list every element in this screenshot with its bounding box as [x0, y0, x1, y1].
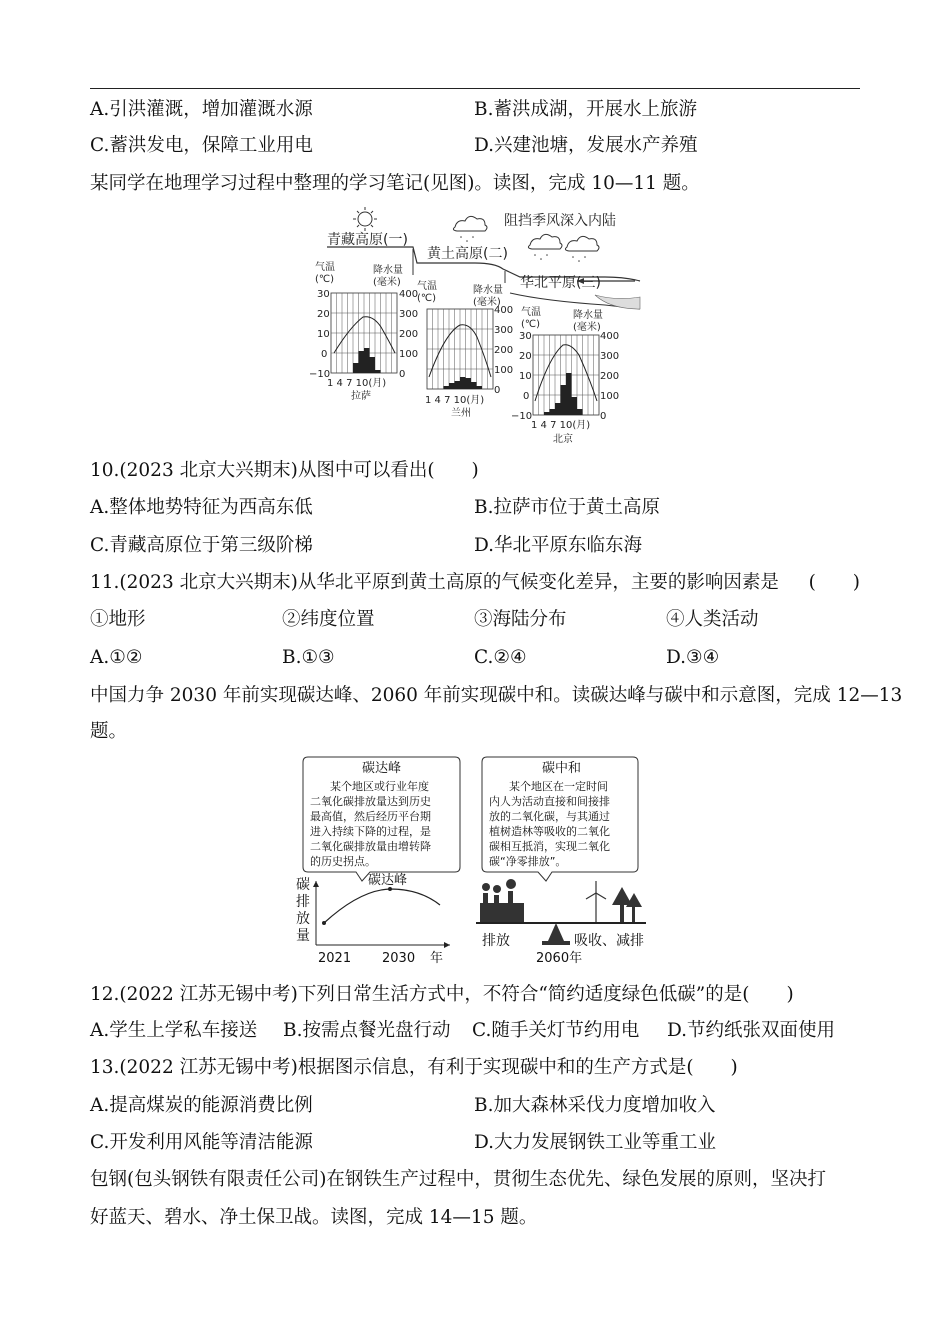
- wind-turbine-icon: [586, 881, 606, 923]
- q11-option-b[interactable]: B.①③: [282, 647, 335, 668]
- intro-q14-15-line2: 好蓝天、碧水、净土保卫战。读图，完成 14—15 题。: [90, 1207, 538, 1228]
- svg-text:2060年: 2060年: [536, 951, 583, 966]
- q9-option-b[interactable]: B.蓄洪成湖，开展水上旅游: [474, 99, 697, 120]
- svg-text:300: 300: [399, 309, 419, 320]
- svg-text:内人为活动直接和间接排: 内人为活动直接和间接排: [489, 795, 610, 808]
- q12-option-c[interactable]: C.随手关灯节约用电: [472, 1020, 640, 1041]
- city-lhasa: 拉萨: [351, 391, 371, 402]
- carbon-peak-box: [303, 757, 460, 881]
- svg-text:二氧化碳排放量达到历史: 二氧化碳排放量达到历史: [310, 795, 431, 808]
- svg-text:10: 10: [317, 329, 330, 340]
- svg-text:0: 0: [399, 369, 406, 380]
- precip-label: 降水量: [373, 265, 403, 276]
- svg-text:2030: 2030: [382, 951, 416, 966]
- label-qinghai-tibet: 青藏高原(一): [327, 232, 408, 248]
- intro-q12-13-line1: 中国力争 2030 年前实现碳达峰、2060 年前实现碳中和。读碳达峰与碳中和示意图，完成 12—13: [90, 685, 903, 706]
- svg-text:400: 400: [600, 331, 620, 342]
- q13-option-c[interactable]: C.开发利用风能等清洁能源: [90, 1132, 313, 1153]
- svg-text:进入持续下降的过程，是: 进入持续下降的过程，是: [310, 825, 431, 838]
- svg-text:1 4 7 10(月): 1 4 7 10(月): [531, 420, 591, 431]
- tree-icon: [612, 887, 642, 923]
- svg-text:(℃): (℃): [417, 293, 437, 304]
- svg-text:年: 年: [430, 951, 444, 966]
- svg-text:气温: 气温: [521, 307, 541, 318]
- svg-text:气温: 气温: [417, 281, 437, 292]
- q9-option-c[interactable]: C.蓄洪发电，保障工业用电: [90, 135, 313, 156]
- label-loess: 黄土高原(二): [427, 246, 508, 262]
- svg-text:300: 300: [494, 325, 514, 336]
- q11-factor-3: ③海陆分布: [474, 609, 567, 630]
- svg-text:200: 200: [399, 329, 419, 340]
- svg-text:(毫米): (毫米): [473, 297, 501, 308]
- q13-option-d[interactable]: D.大力发展钢铁工业等重工业: [474, 1132, 717, 1153]
- svg-text:放的二氧化碳，与其通过: 放的二氧化碳，与其通过: [489, 810, 610, 823]
- q10-stem: 10.(2023 北京大兴期末)从图中可以看出( ): [90, 460, 479, 481]
- svg-text:量: 量: [296, 928, 310, 944]
- q10-option-c[interactable]: C.青藏高原位于第三级阶梯: [90, 535, 313, 556]
- svg-text:(毫米): (毫米): [573, 322, 601, 333]
- q11-option-d[interactable]: D.③④: [666, 647, 720, 668]
- q11-answer-paren: ( ): [808, 572, 860, 593]
- svg-text:最高值，然后经历平台期: 最高值，然后经历平台期: [310, 810, 431, 823]
- svg-text:100: 100: [399, 349, 419, 360]
- svg-text:−10: −10: [511, 411, 533, 422]
- lanzhou-climate-chart: [417, 280, 513, 419]
- precip-unit: (毫米): [373, 277, 401, 288]
- q13-option-a[interactable]: A.提高煤炭的能源消费比例: [90, 1095, 313, 1116]
- q12-option-b[interactable]: B.按需点餐光盘行动: [283, 1020, 451, 1041]
- svg-text:的历史拐点。: 的历史拐点。: [310, 855, 376, 868]
- svg-text:100: 100: [600, 391, 620, 402]
- svg-text:某个地区或行业年度: 某个地区或行业年度: [330, 780, 429, 793]
- q12-option-a[interactable]: A.学生上学私车接送: [90, 1020, 258, 1041]
- q10-option-b[interactable]: B.拉萨市位于黄土高原: [474, 497, 660, 518]
- svg-text:放: 放: [296, 911, 310, 927]
- carbon-neutral-box: [482, 757, 638, 881]
- svg-text:某个地区在一定时间: 某个地区在一定时间: [509, 780, 608, 793]
- svg-text:碳: 碳: [296, 877, 310, 893]
- svg-text:0: 0: [321, 349, 328, 360]
- svg-text:0: 0: [523, 391, 530, 402]
- factory-icon: [480, 879, 524, 923]
- temp-label: 气温: [315, 262, 335, 273]
- q12-option-d[interactable]: D.节约纸张双面使用: [667, 1020, 836, 1041]
- q11-option-c[interactable]: C.②④: [474, 647, 527, 668]
- svg-text:降水量: 降水量: [473, 285, 503, 296]
- svg-text:1 4 7 10(月): 1 4 7 10(月): [425, 395, 485, 406]
- svg-text:碳达峰: 碳达峰: [368, 873, 408, 888]
- svg-text:碳达峰: 碳达峰: [362, 761, 402, 776]
- svg-text:200: 200: [494, 345, 514, 356]
- city-lanzhou: 兰州: [451, 408, 471, 419]
- svg-text:碳相互抵消，实现二氧化: 碳相互抵消，实现二氧化: [489, 840, 610, 853]
- temp-unit: (℃): [315, 274, 335, 285]
- terrain-climate-figure: [305, 205, 645, 450]
- beijing-climate-chart: [511, 306, 619, 445]
- q12-stem: 12.(2022 江苏无锡中考)下列日常生活方式中，不符合“简约适度绿色低碳”的是( ): [90, 984, 794, 1005]
- svg-text:200: 200: [600, 371, 620, 382]
- city-beijing: 北京: [553, 434, 573, 445]
- intro-q12-13-line2: 题。: [90, 721, 128, 742]
- svg-text:−10: −10: [309, 369, 331, 380]
- svg-text:400: 400: [399, 289, 419, 300]
- svg-text:100: 100: [494, 365, 514, 376]
- svg-text:400: 400: [494, 305, 514, 316]
- svg-text:2021: 2021: [318, 951, 352, 966]
- q11-factor-2: ②纬度位置: [282, 609, 375, 630]
- header-rule: [90, 88, 860, 89]
- svg-text:0: 0: [494, 385, 501, 396]
- q13-option-b[interactable]: B.加大森林采伐力度增加收入: [474, 1095, 716, 1116]
- svg-text:碳“净零排放”。: 碳“净零排放”。: [489, 855, 567, 868]
- sun-icon: [353, 207, 377, 231]
- svg-text:300: 300: [600, 351, 620, 362]
- q11-factor-4: ④人类活动: [666, 609, 759, 630]
- q9-option-a[interactable]: A.引洪灌溉，增加灌溉水源: [90, 99, 313, 120]
- svg-text:植树造林等吸收的二氧化: 植树造林等吸收的二氧化: [489, 825, 610, 838]
- q9-option-d[interactable]: D.兴建池塘，发展水产养殖: [474, 135, 698, 156]
- svg-text:(℃): (℃): [521, 319, 541, 330]
- svg-text:二氧化碳排放量由增转降: 二氧化碳排放量由增转降: [310, 840, 431, 853]
- svg-text:30: 30: [519, 331, 532, 342]
- svg-text:降水量: 降水量: [573, 310, 603, 321]
- q11-stem: 11.(2023 北京大兴期末)从华北平原到黄土高原的气候变化差异，主要的影响因素是: [90, 572, 779, 593]
- lhasa-climate-chart: [309, 261, 418, 402]
- svg-text:20: 20: [519, 351, 532, 362]
- svg-text:吸收、减排: 吸收、减排: [574, 933, 644, 949]
- carbon-figure: [290, 755, 650, 970]
- svg-text:1 4 7 10(月): 1 4 7 10(月): [327, 378, 387, 389]
- svg-text:30: 30: [317, 289, 330, 300]
- svg-text:排: 排: [296, 894, 310, 910]
- q13-stem: 13.(2022 江苏无锡中考)根据图示信息，有利于实现碳中和的生产方式是( ): [90, 1057, 738, 1078]
- monsoon-label: 阻挡季风深入内陆: [504, 213, 616, 229]
- q10-option-d[interactable]: D.华北平原东临东海: [474, 535, 643, 556]
- svg-text:20: 20: [317, 309, 330, 320]
- q11-factor-1: ①地形: [90, 609, 146, 630]
- emission-graph: [296, 872, 450, 966]
- intro-q14-15-line1: 包钢(包头钢铁有限责任公司)在钢铁生产过程中，贯彻生态优先、绿色发展的原则，坚决打: [90, 1169, 826, 1190]
- label-north-china: 华北平原(三): [520, 275, 601, 291]
- svg-text:0: 0: [600, 411, 607, 422]
- svg-text:排放: 排放: [482, 933, 510, 949]
- q11-option-a[interactable]: A.①②: [90, 647, 143, 668]
- svg-text:10: 10: [519, 371, 532, 382]
- q10-option-a[interactable]: A.整体地势特征为西高东低: [90, 497, 313, 518]
- intro-q10-11: 某同学在地理学习过程中整理的学习笔记(见图)。读图，完成 10—11 题。: [90, 173, 700, 194]
- balance-scale-icon: [476, 879, 646, 966]
- svg-text:碳中和: 碳中和: [542, 761, 582, 776]
